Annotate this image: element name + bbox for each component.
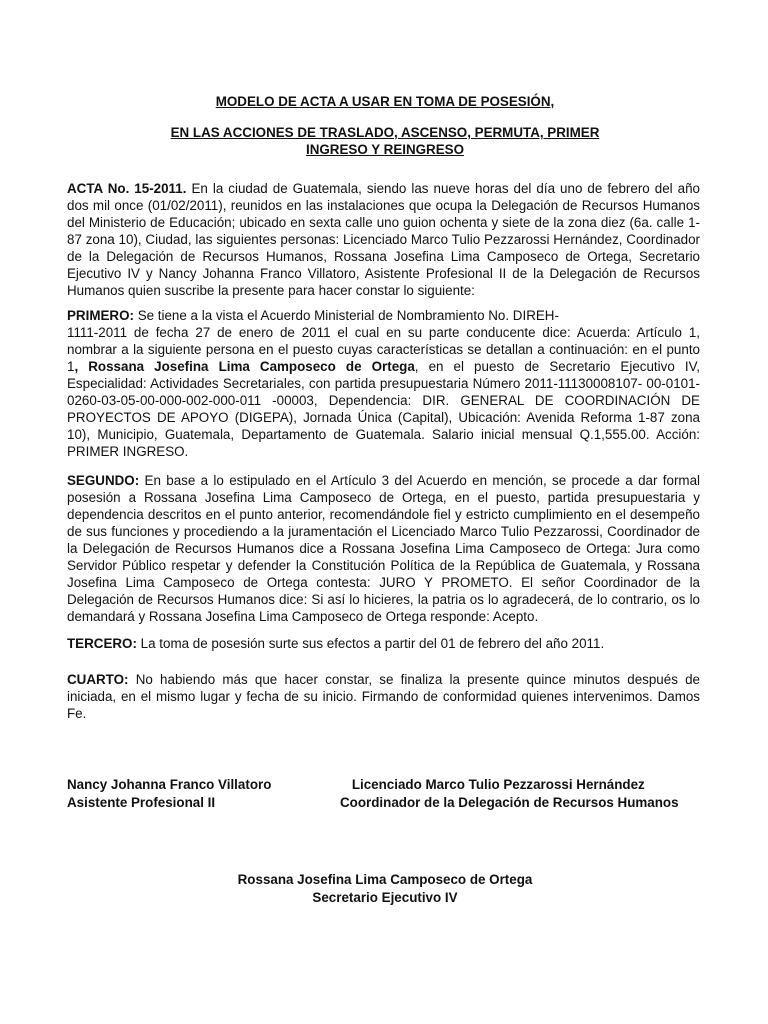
acta-paragraph	[67, 180, 700, 299]
tercero-label: TERCERO:	[67, 636, 137, 651]
primero-text-c: , en el puesto de Secretario Ejecutivo IV, Especialidad: Actividades Secretariales, con partida presupuestaria Número 2011-11130008107- 00-0101-0260-03-05-00-000-002-000-011 -00003, Dependencia: DIR. GENERAL DE COORDINACIÓN DE PROYECTOS DE APOYO (DIGEPA), Jornada Única (Capital), Ubicación: Avenida Reforma 1-87 zona 10), Municipio, Guatemala, Departamento de Guatemala. Salario inicial mensual Q.1,555.00. Acción: PRIMER INGRESO.	[67, 359, 700, 459]
signature-right	[318, 776, 679, 811]
signature-bottom-name: Rossana Josefina Lima Camposeco de Ortega	[237, 872, 533, 887]
acta-text: En la ciudad de Guatemala, siendo las nueve horas del día uno de febrero del año dos mil once (01/02/2011), reunidos en las instalaciones que ocupa la Delegación de Recursos Humanos del Ministerio de Educación; ubicado en sexta calle uno guion ochenta y siete de la zona diez (6a. calle 1-87 zona 10), Ciudad, las siguientes personas: Licenciado Marco Tulio Pezzarossi Hernández, Coordinador de la Delegación de Recursos Humanos, Rossana Josefina Lima Camposeco de Ortega, Secretario Ejecutivo IV y Nancy Johanna Franco Villatoro, Asistente Profesional II de la Delegación de Recursos Humanos quien suscribe la presente para hacer constar lo siguiente:	[67, 181, 700, 298]
segundo-text: En base a lo estipulado en el Artículo 3 del Acuerdo en mención, se procede a dar formal posesión a Rossana Josefina Lima Camposeco de Ortega, en el puesto, partida presupuestaria y dependencia descritos en el punto anterior, recomendándole fiel y estricto cumplimiento en el desempeño de sus funciones y procediendo a la juramentación el Licenciado Marco Tulio Pezzarossi, Coordinador de la Delegación de Recursos Humanos dice a Rossana Josefina Lima Camposeco de Ortega: Jura como Servidor Público respetar y defender la Constitución Política de la República de Guatemala, y Rossana Josefina Lima Camposeco de Ortega contesta: JURO Y PROMETO. El señor Coordinador de la Delegación de Recursos Humanos dice: Si así lo hicieres, la patria os lo agradecerá, de lo contrario, os lo demandará y Rossana Josefina Lima Camposeco de Ortega responde: Acepto.	[67, 473, 700, 624]
primero-bold-name: , Rossana Josefina Lima Camposeco de Ortega	[74, 359, 415, 374]
signature-bottom	[60, 871, 710, 906]
signature-left-title: Asistente Profesional II	[67, 794, 216, 810]
primero-paragraph	[67, 307, 700, 460]
cuarto-label: CUARTO:	[67, 672, 129, 687]
primero-text-b: 1111-2011 de fecha 27 de enero de 2011 el cual en su parte conducente dice: Acuerda: Artículo 1, nombrar a la siguiente persona en el puesto cuyas características se detallan a continuación: en el punto 1	[67, 325, 700, 374]
document-subtitle-line1: EN LAS ACCIONES DE TRASLADO, ASCENSO, PERMUTA, PRIMER	[170, 125, 600, 140]
tercero-paragraph	[67, 635, 700, 652]
cuarto-paragraph	[67, 671, 700, 722]
signature-left	[67, 776, 271, 811]
segundo-label: SEGUNDO:	[67, 473, 140, 488]
signature-bottom-title: Secretario Ejecutivo IV	[312, 889, 458, 905]
cuarto-text: No habiendo más que hacer constar, se finaliza la presente quince minutos después de iniciada, en el mismo lugar y fecha de su inicio. Firmando de conformidad quienes intervenimos. Damos Fe.	[67, 672, 700, 721]
signature-right-title: Coordinador de la Delegación de Recursos Humanos	[340, 794, 679, 810]
acta-label: ACTA No. 15-2011.	[67, 181, 187, 196]
signature-left-name: Nancy Johanna Franco Villatoro	[67, 777, 272, 792]
primero-label: PRIMERO:	[67, 308, 134, 323]
signature-right-name: Licenciado Marco Tulio Pezzarossi Hernández	[351, 777, 645, 792]
document-title: MODELO DE ACTA A USAR EN TOMA DE POSESIÓN,	[215, 94, 555, 109]
document-subtitle-line2: INGRESO Y REINGRESO	[306, 142, 464, 157]
segundo-paragraph	[67, 472, 700, 625]
tercero-text: La toma de posesión surte sus efectos a partir del 01 de febrero del año 2011.	[136, 636, 605, 651]
primero-text-a: Se tiene a la vista el Acuerdo Ministerial de Nombramiento No. DIREH-	[133, 308, 559, 323]
